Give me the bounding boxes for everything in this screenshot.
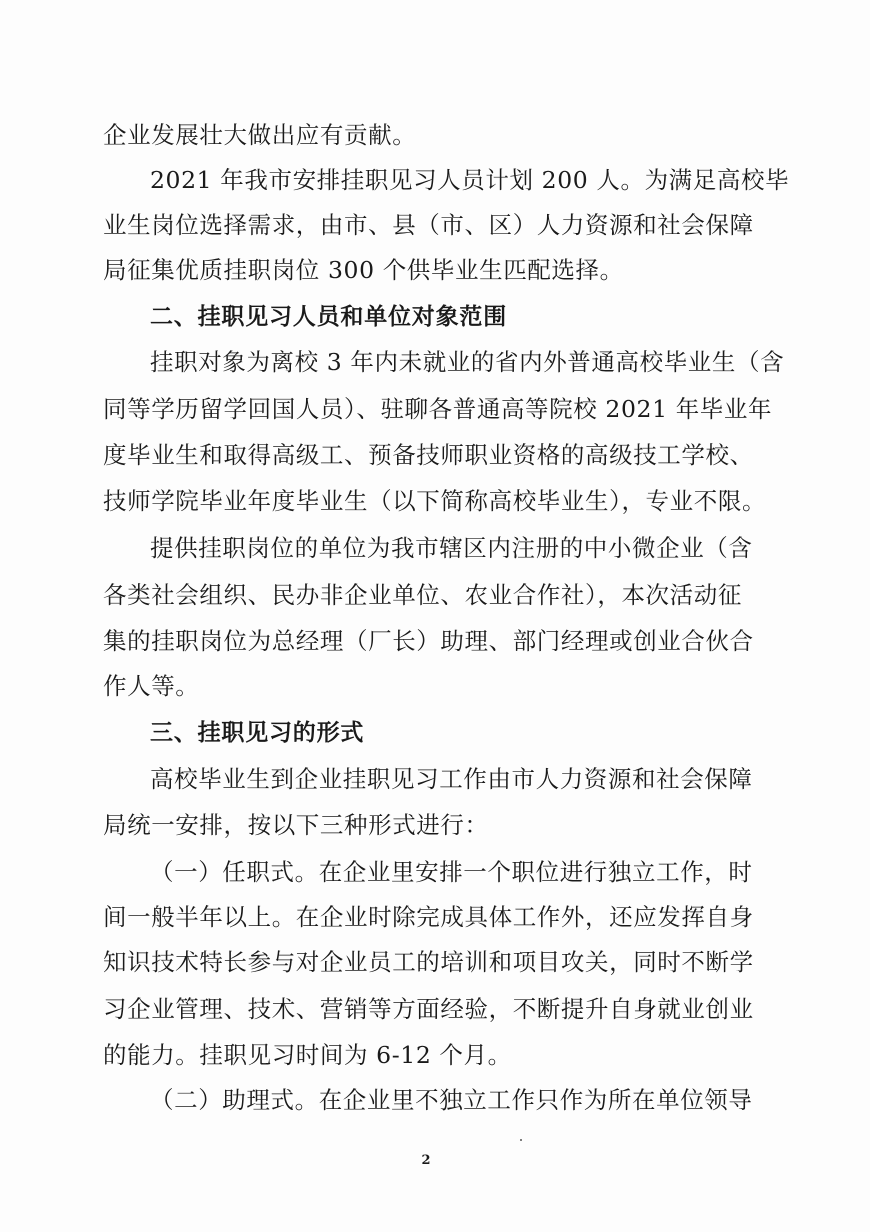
paragraph-line: 企业发展壮大做出应有贡献。 [103, 121, 417, 149]
paragraph-line: 各类社会组织、民办非企业单位、农业合作社），本次活动征 [103, 581, 742, 609]
paragraph-line: 局统一安排，按以下三种形式进行： [103, 811, 489, 839]
paragraph-line: 习企业管理、技术、营销等方面经验，不断提升自身就业创业 [103, 995, 754, 1023]
paragraph-line: （二）助理式。在企业里不独立工作只作为所在单位领导 [150, 1086, 753, 1114]
paragraph-line: 业生岗位选择需求，由市、县（市、区）人力资源和社会保障 [103, 211, 754, 239]
paragraph-line: 高校毕业生到企业挂职见习工作由市人力资源和社会保障 [150, 765, 753, 793]
paragraph-line: 提供挂职岗位的单位为我市辖区内注册的中小微企业（含 [150, 534, 753, 562]
paragraph-line: 作人等。 [103, 672, 200, 700]
scan-speck [520, 1139, 522, 1141]
paragraph-line: 知识技术特长参与对企业员工的培训和项目攻关，同时不断学 [103, 948, 754, 976]
section-heading: 三、挂职见习的形式 [150, 720, 365, 746]
paragraph-line: 局征集优质挂职岗位 300 个供毕业生匹配选择。 [103, 256, 624, 284]
paragraph-line: 挂职对象为离校 3 年内未就业的省内外普通高校毕业生（含 [150, 348, 785, 376]
paragraph-line: 度毕业生和取得高级工、预备技师职业资格的高级技工学校、 [103, 441, 754, 469]
page-number: 2 [421, 1153, 431, 1168]
section-heading: 二、挂职见习人员和单位对象范围 [150, 304, 507, 330]
paragraph-line: （一）任职式。在企业里安排一个职位进行独立工作，时 [150, 858, 753, 886]
paragraph-line: 集的挂职岗位为总经理（厂长）助理、部门经理或创业合伙合 [103, 627, 754, 655]
paragraph-line: 的能力。挂职见习时间为 6-12 个月。 [103, 1041, 512, 1069]
paragraph-line: 2021 年我市安排挂职见习人员计划 200 人。为满足高校毕 [150, 166, 790, 194]
paragraph-line: 同等学历留学回国人员）、驻聊各普通高等院校 2021 年毕业年 [103, 395, 773, 423]
paragraph-line: 间一般半年以上。在企业时除完成具体工作外，还应发挥自身 [103, 903, 754, 931]
paragraph-line: 技师学院毕业年度毕业生（以下简称高校毕业生），专业不限。 [103, 487, 767, 515]
